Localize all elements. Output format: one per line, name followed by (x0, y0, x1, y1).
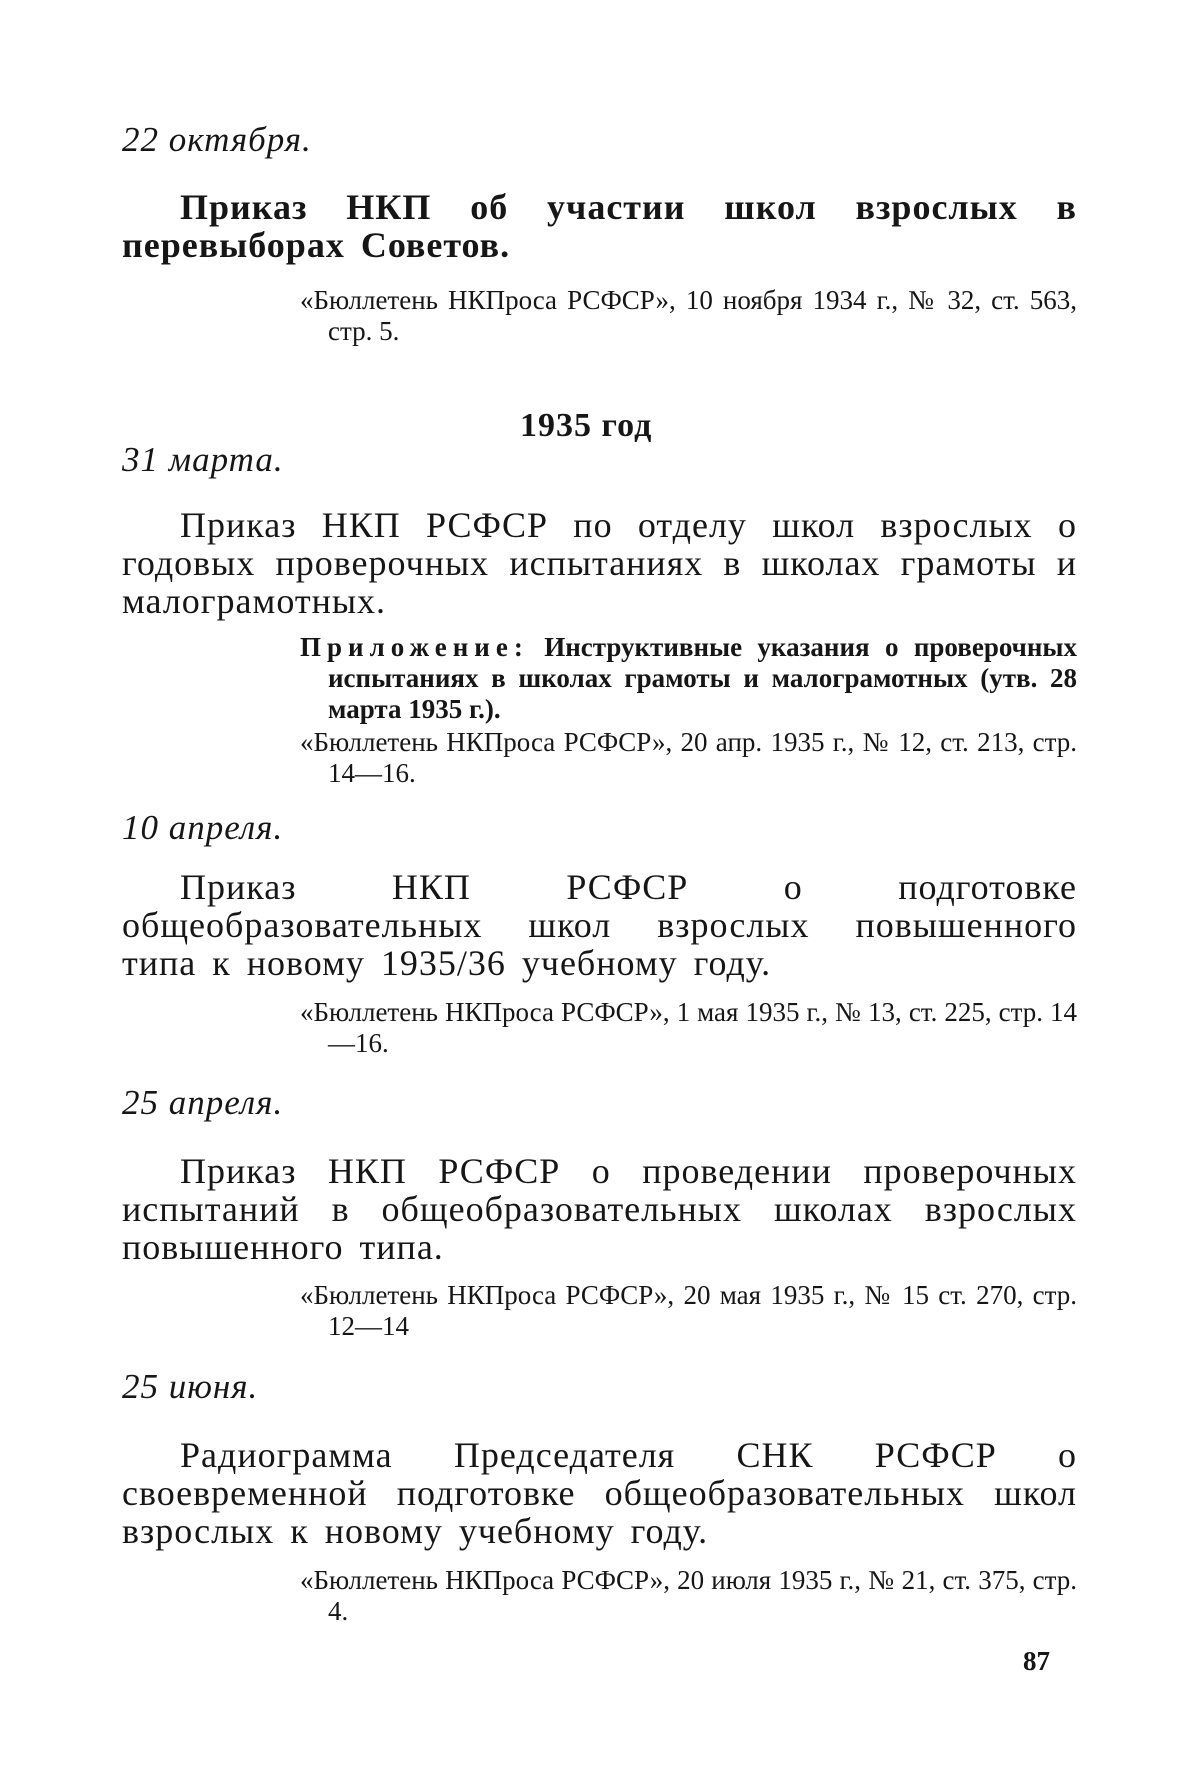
entry-source: «Бюллетень НКПроса РСФСР», 20 апр. 1935 г., № 12, ст. 213, стр. 14—16. (300, 727, 1077, 788)
entry-source: «Бюллетень НКПроса РСФСР», 20 июля 1935 г., № 21, ст. 375, стр. 4. (300, 1565, 1077, 1626)
entry-date: 25 апреля. (122, 1083, 284, 1122)
entry-date: 25 июня. (122, 1367, 259, 1406)
entry-source: «Бюллетень НКПроса РСФСР», 1 мая 1935 г., № 13, ст. 225, стр. 14—16. (300, 997, 1077, 1058)
entry-title: Радиограмма Председателя СНК РСФСР о своевременной подготовке общеобразовательных школ взрослых к новому учебному году. (122, 1435, 1077, 1551)
page-number: 87 (1023, 1646, 1050, 1676)
entry-date: 31 марта. (122, 440, 284, 479)
entry-appendix (300, 632, 1077, 725)
entry-title: Приказ НКП РСФСР по отделу школ взрослых о годовых проверочных испытаниях в школах грамоты и малограмотных. (122, 505, 1077, 621)
entry-date: 22 октября. (122, 120, 312, 159)
appendix-text: Инструктивные указания о проверочных испытаниях в школах грамоты и малограмотных (утв. 28 марта 1935 г.). (328, 632, 1077, 724)
year-heading: 1935 год (520, 407, 653, 444)
appendix-label: Приложение: (300, 632, 529, 662)
entry-title: Приказ НКП РСФСР о подготовке общеобразовательных школ взрослых повышенного типа к новому 1935/36 учебному году. (122, 867, 1077, 983)
entry-date: 10 апреля. (122, 808, 284, 847)
entry-source: «Бюллетень НКПроса РСФСР», 10 ноября 1934 г., № 32, ст. 563, стр. 5. (300, 285, 1077, 346)
entry-title: Приказ НКП об участии школ взрослых в перевыборах Советов. (122, 187, 1077, 265)
entry-source: «Бюллетень НКПроса РСФСР», 20 мая 1935 г., № 15 ст. 270, стр. 12—14 (300, 1280, 1077, 1341)
entry-title: Приказ НКП РСФСР о проведении проверочных испытаний в общеобразовательных школах взрослых повышенного типа. (122, 1151, 1077, 1267)
